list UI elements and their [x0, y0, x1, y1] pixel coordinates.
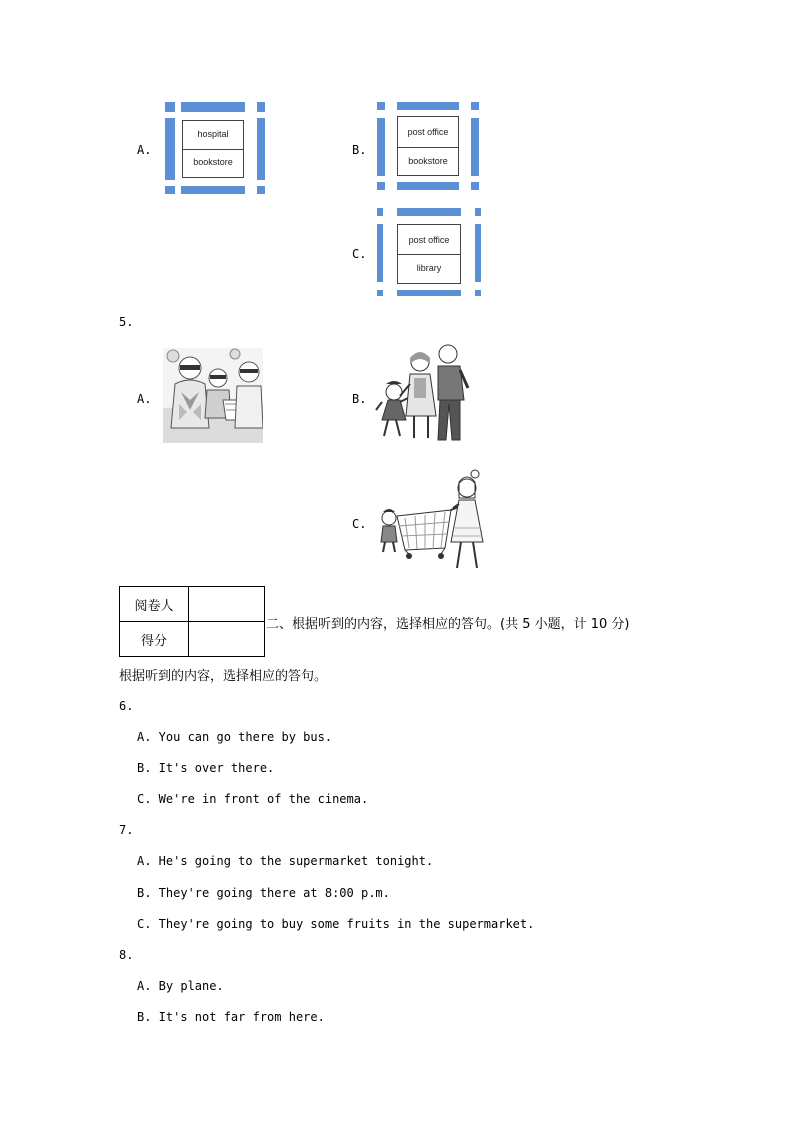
- road-block: [471, 182, 479, 190]
- road-block: [181, 186, 245, 194]
- road-block: [397, 182, 459, 190]
- road-block: [165, 118, 175, 180]
- score-field[interactable]: [189, 622, 265, 657]
- road-block: [397, 290, 461, 296]
- road-block: [165, 102, 175, 112]
- building-bottom-label: bookstore: [193, 157, 233, 167]
- building-top-label: post office: [407, 127, 449, 137]
- grandparents-picture[interactable]: [374, 340, 472, 445]
- building-block: [397, 116, 459, 176]
- q4-option-a-letter: A.: [137, 143, 152, 157]
- q4-option-a-map[interactable]: [165, 102, 265, 194]
- answer-option[interactable]: A. You can go there by bus.: [137, 730, 333, 744]
- divider: [398, 254, 460, 255]
- building-block: [182, 120, 244, 178]
- road-block: [377, 224, 383, 282]
- question-number: 7.: [119, 823, 134, 837]
- road-block: [377, 290, 383, 296]
- road-block: [165, 186, 175, 194]
- divider: [398, 147, 458, 148]
- answer-option[interactable]: B. It's over there.: [137, 761, 275, 775]
- building-block: [397, 224, 461, 284]
- q5-option-b-letter: B.: [352, 392, 367, 406]
- road-block: [397, 102, 459, 110]
- q4-option-b-letter: B.: [352, 143, 367, 157]
- building-bottom-label: bookstore: [408, 156, 448, 166]
- road-block: [257, 102, 265, 112]
- road-block: [377, 182, 385, 190]
- answer-option[interactable]: A. He's going to the supermarket tonight.: [137, 854, 434, 868]
- reviewer-label: 阅卷人: [120, 587, 189, 622]
- road-block: [377, 208, 383, 216]
- q4-option-c-map[interactable]: [377, 208, 483, 296]
- grader-table: [119, 586, 265, 657]
- question-number: 5.: [119, 315, 134, 329]
- section-heading: 二、根据听到的内容，选择相应的答句。(共 5 小题，计 10 分): [266, 617, 630, 632]
- divider: [183, 149, 243, 150]
- score-label: 得分: [120, 622, 189, 657]
- road-block: [471, 118, 479, 176]
- answer-option[interactable]: A. By plane.: [137, 979, 224, 993]
- road-block: [475, 290, 481, 296]
- answer-option[interactable]: B. They're going there at 8:00 p.m.: [137, 886, 390, 900]
- q5-option-a-letter: A.: [137, 392, 152, 406]
- family-movie-picture[interactable]: [163, 348, 263, 443]
- building-top-label: hospital: [197, 129, 229, 139]
- road-block: [397, 208, 461, 216]
- building-top-label: post office: [408, 235, 450, 245]
- reviewer-field[interactable]: [189, 587, 265, 622]
- shopping-cart-picture[interactable]: [375, 466, 490, 572]
- road-block: [377, 102, 385, 110]
- q5-option-c-letter: C.: [352, 517, 367, 531]
- road-block: [475, 208, 481, 216]
- answer-option[interactable]: C. We're in front of the cinema.: [137, 792, 369, 806]
- section-instruction: 根据听到的内容，选择相应的答句。: [119, 669, 328, 684]
- q4-option-c-letter: C.: [352, 247, 367, 261]
- building-bottom-label: library: [416, 263, 442, 273]
- road-block: [377, 118, 385, 176]
- question-number: 6.: [119, 699, 134, 713]
- question-number: 8.: [119, 948, 134, 962]
- road-block: [475, 224, 481, 282]
- road-block: [181, 102, 245, 112]
- road-block: [471, 102, 479, 110]
- q4-option-b-map[interactable]: [377, 102, 481, 190]
- road-block: [257, 118, 265, 180]
- answer-option[interactable]: B. It's not far from here.: [137, 1010, 325, 1024]
- answer-option[interactable]: C. They're going to buy some fruits in the supermarket.: [137, 917, 535, 931]
- road-block: [257, 186, 265, 194]
